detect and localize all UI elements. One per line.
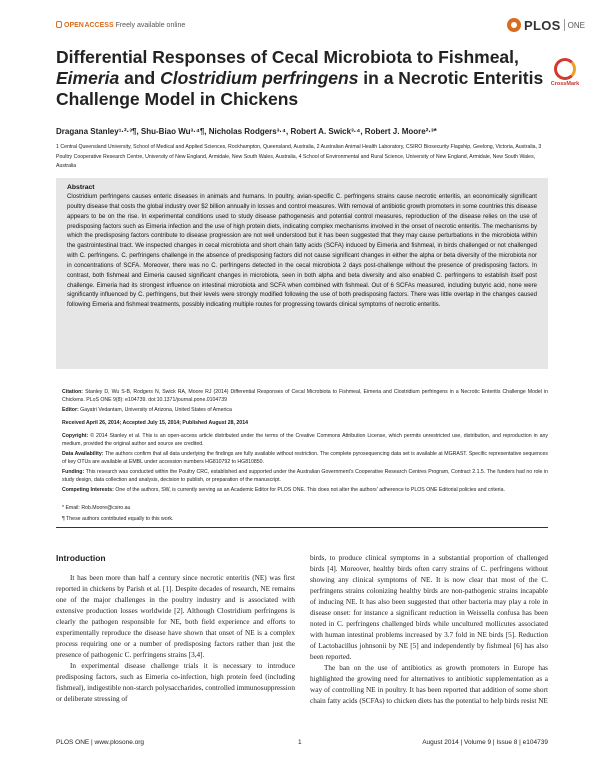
body-column-right bbox=[310, 553, 548, 707]
citation: Citation: Stanley D, Wu S-B, Rodgers N, Swick RA, Moore RJ (2014) Differential Responses of Cecal Microbiota to Fishmeal, Eimeria and Clostridium perfringens in a Necrotic Enteritis Challenge Model in Chickens. PLoS ONE 9(8): e104739. doi:10.1371/journal.pone.0104739 bbox=[62, 389, 548, 404]
paragraph: birds, to produce clinical symptoms in a substantial proportion of challenged birds [4]. Moreover, healthy birds often carry strains of C. perfringens without showing any clinical symptoms of NE. It is now clear that most of the C. perfringens strains colonizing healthy birds are non-pathogenic strains incapable of inducing NE. It has also been suggested that other bacteria may play a role in disease onset: for instance a significant reduction in Weissella confusa has been noted in C. perfringens challenged birds while uncultured mollicutes associated with human intestinal problems increased by 3.7 fold in NE birds [5]. Reduction of Lactobacillus johnsonii by NE [5] and independently by fishmeal [6] has also been reported. bbox=[310, 554, 548, 661]
abstract-text: Clostridium perfringens causes enteric diseases in animals and humans. In poultry, avian-specific C. perfringens strains cause necrotic enteritis, an economically significant poultry disease that costs the global industry over $2 billion annually in losses and control measures. With removal of antibiotic growth promoters in some countries this disease appears to be on the rise. In experimental conditions used to study disease pathogenesis and potential control measures, reproduction of the disease relies on the use of predisposing factors such as Eimeria infection and the use of high protein diets, indicating complex mechanisms involved in the onset of necrotic enteritis. The mechanisms by which the predisposing factors contribute to disease progression are not well understood but it has been suggested that they may cause perturbations in the microbiota within the gastrointestinal tract. We inspected changes in cecal microbiota and short chain fatty acids (SCFA) induced by Eimeria and fishmeal, in birds challenged or not challenged with C. perfringens. C. perfringens challenge in the absence of predisposing factors did not cause significant changes in either the alpha or beta diversity of the microbiota nor in concentrations of SCFA. Moreover, there was no C. perfringens detected in the cecal microbiota 2 days post-challenge without the presence of predisposing factors. In contrast, both fishmeal and Eimeria caused significant changes in microbiota, seen in both alpha and beta diversity and also enabled C. perfringens to establish itself post challenge. Eimeria had its strongest influence on intestinal microbiota and SCFA when combined with fishmeal. Out of 6 SCFAs measured, including butyric acid, none were significantly influenced by C. perfringens, but their levels were strongly modified following the use of both predisposing factors. There was little overlap in the changes caused following Eimeria and fishmeal treatments, possibly indicating multiple routes for progressing towards clinical symptoms of necrotic enteritis. bbox=[67, 194, 537, 309]
corresponding-email[interactable]: * Email: Rob.Moore@csiro.au bbox=[62, 505, 131, 511]
dates: Received April 26, 2014; Accepted July 15, 2014; Published August 28, 2014 bbox=[62, 420, 248, 426]
page-number: 1 bbox=[298, 739, 302, 746]
divider bbox=[56, 527, 548, 528]
open-lock-icon bbox=[56, 21, 62, 28]
author-list: Dragana Stanley¹·²·³¶, Shu-Biao Wu³·⁴¶, Nicholas Rodgers³·⁴, Robert A. Swick³·⁴, Robert J. Moore²·³* bbox=[56, 127, 437, 136]
paragraph: In experimental disease challenge trials it is necessary to introduce predisposing factors, such as Eimeria co-infection, high protein feed (including fishmeal), indigestible non-starch polysaccharides, controlled immunosuppression or deliberate stressing of bbox=[56, 662, 295, 703]
funding: Funding: This research was conducted within the Poultry CRC, established and supported under the Australian Government's Cooperative Research Centres Program, Contract 2.1.5. The funders had no role in study design, data collection and analysis, decision to publish, or preparation of the manuscript. bbox=[62, 469, 548, 484]
crossmark-badge[interactable]: CrossMark bbox=[548, 58, 582, 87]
editor: Editor: Gayatri Vedantam, University of Arizona, United States of America bbox=[62, 407, 232, 413]
plos-logo-icon bbox=[507, 18, 521, 32]
open-access-banner: OPEN ACCESS Freely available online bbox=[56, 21, 185, 29]
footer-issue: August 2014 | Volume 9 | Issue 8 | e104739 bbox=[422, 739, 548, 746]
plos-one-logo: PLOS ONE bbox=[507, 15, 585, 35]
data-availability: Data Availability: The authors confirm that all data underlying the findings are fully available without restriction. The complete pyrosequencing data set is available at MGRAST. Specific representative sequences of key OTUs are available at EMBL under accession numbers HG810792 to HG810850. bbox=[62, 451, 548, 466]
article-title: Differential Responses of Cecal Microbiota to Fishmeal, Eimeria and Clostridium perfringens in a Necrotic Enteritis Challenge Model in Chickens bbox=[56, 47, 544, 109]
abstract-box bbox=[56, 178, 548, 369]
paragraph: The ban on the use of antibiotics as growth promoters in Europe has highlighted the growing need for alternatives to antibiotic supplementation as a way of controlling NE in poultry. It has been reported that addition of some short chain fatty acids (SCFAs) to chicken diets has the potential to help birds resist NE bbox=[310, 664, 548, 705]
footer-journal: PLOS ONE | www.plosone.org bbox=[56, 739, 145, 746]
competing-interests: Competing Interests: One of the authors, SW, is currently serving as an Academic Editor for PLOS ONE. This does not alter the authors' adherence to PLOS ONE Editorial policies and criteria. bbox=[62, 487, 505, 493]
crossmark-icon bbox=[554, 58, 576, 80]
section-heading-introduction: Introduction bbox=[56, 553, 106, 563]
affiliations: 1 Central Queensland University, School of Medical and Applied Sciences, Rockhampton, Queensland, Australia, 2 Australian Animal Health Laboratory, CSIRO Biosecurity Flagship, Geelong, Victoria, Australia, 3 Poultry Cooperative Research Centre, University of New England, Armidale, New South Wales, Australia, 4 School of Environmental and Rural Science, University of New England, Armidale, New South Wales, Australia bbox=[56, 144, 542, 170]
copyright: Copyright: © 2014 Stanley et al. This is an open-access article distributed under the terms of the Creative Commons Attribution License, which permits unrestricted use, distribution, and reproduction in any medium, provided the original author and source are credited. bbox=[62, 433, 548, 448]
paragraph: It has been more than half a century since necrotic enteritis (NE) was first reported in chickens by Parish et al. [1]. Despite decades of research, NE remains one of the major challenges in the poultry industry and is associated with extensive production losses worldwide [2]. Although Clostridium perfringens is clearly the pathogen responsible for NE, both field experience and efforts to experimentally reproduce the disease have shown that onset of NE is a complex process requiring one or a number of predisposing factors rather than just the presence of pathogenic C. perfringens strains [3,4]. bbox=[56, 574, 295, 659]
body-column-left bbox=[56, 573, 295, 705]
equal-contribution: ¶ These authors contributed equally to this work. bbox=[62, 516, 174, 522]
abstract-heading: Abstract bbox=[67, 184, 95, 191]
